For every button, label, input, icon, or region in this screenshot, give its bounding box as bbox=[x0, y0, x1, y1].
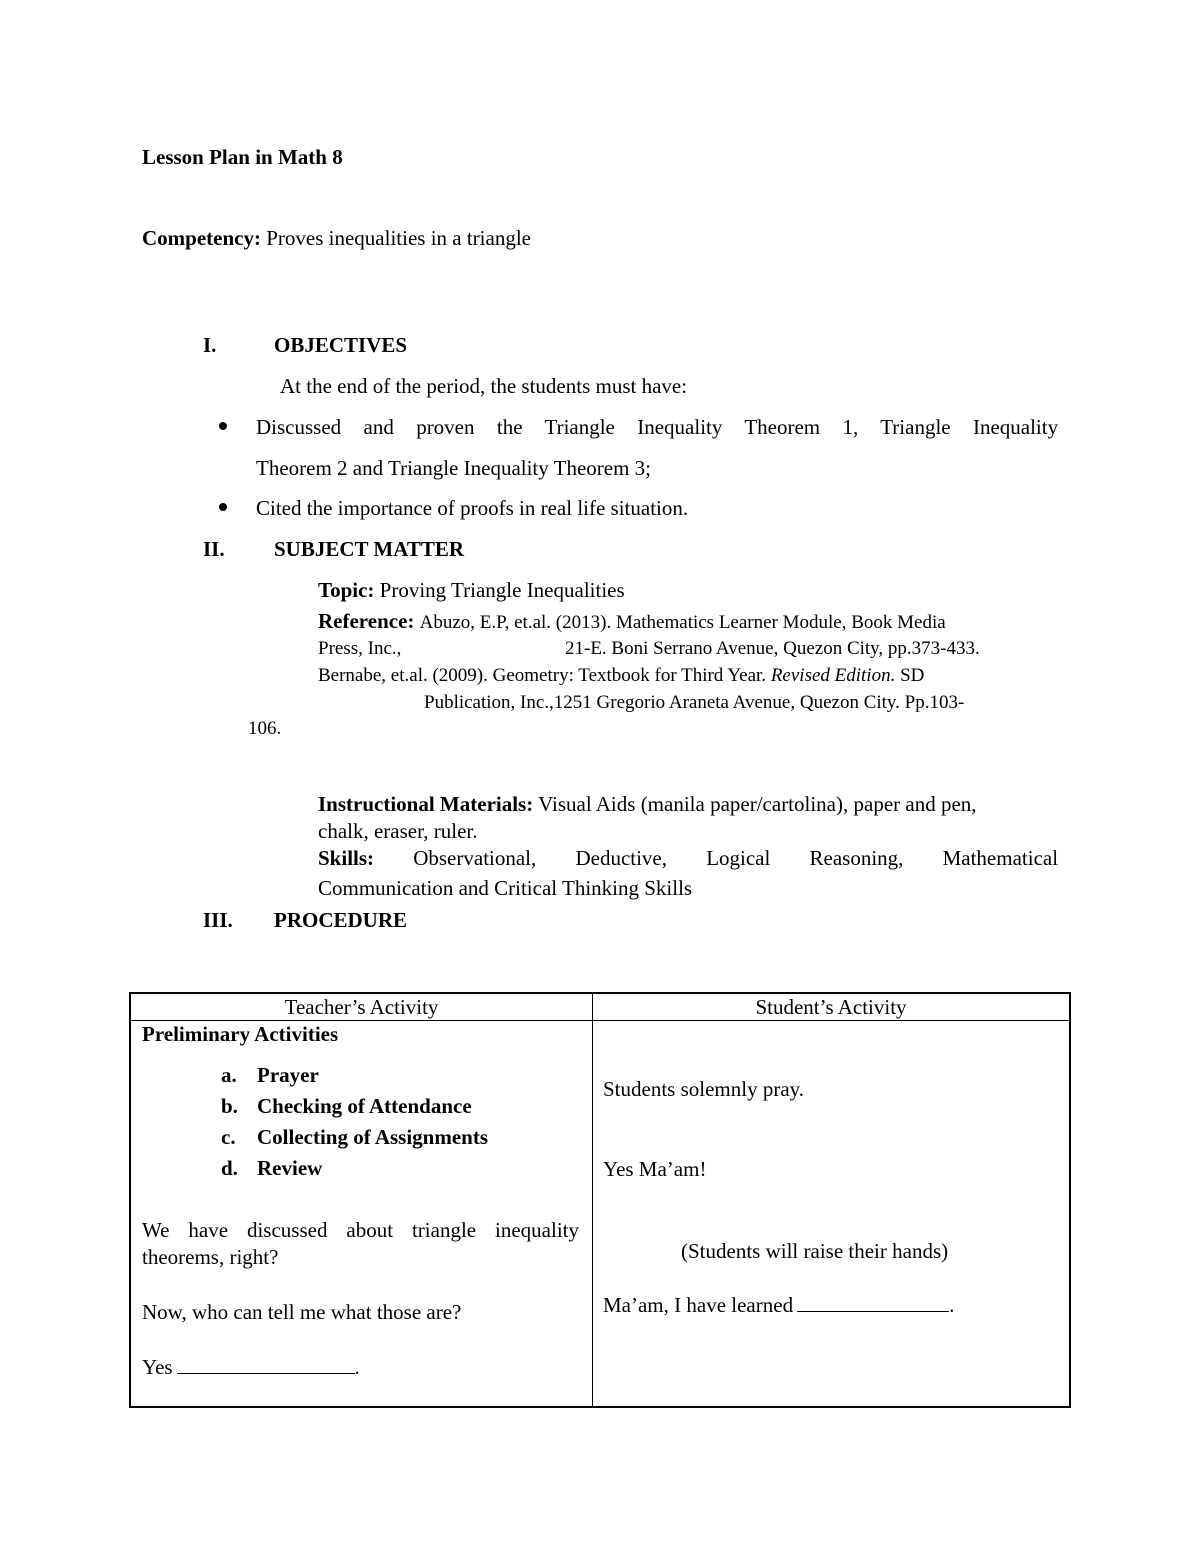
objectives-intro: At the end of the period, the students must have: bbox=[280, 374, 688, 398]
objective-1-line-1: Discussed and proven the Triangle Inequality Theorem 1, Triangle Inequality bbox=[256, 415, 1059, 439]
topic-text: Proving Triangle Inequalities bbox=[379, 578, 625, 602]
item-marker: a. bbox=[221, 1063, 237, 1087]
skills-label: Skills: bbox=[318, 846, 375, 870]
teacher-line-2: theorems, right? bbox=[142, 1245, 279, 1269]
reference-line-1: Reference: Abuzo, E.P, et.al. (2013). Mathematics Learner Module, Book Media bbox=[318, 609, 946, 633]
student-cell bbox=[593, 1021, 1071, 1408]
reference-line-3: Bernabe, et.al. (2009). Geometry: Textbook for Third Year. Revised Edition. SD bbox=[318, 665, 925, 686]
teacher-line-1: We have discussed about triangle inequality bbox=[142, 1218, 580, 1242]
section-heading-procedure: PROCEDURE bbox=[274, 908, 408, 932]
materials-line-2: chalk, eraser, ruler. bbox=[318, 819, 478, 843]
reference-line-5: 106. bbox=[248, 718, 282, 739]
answer-blank bbox=[797, 1310, 949, 1312]
student-response-1: Students solemnly pray. bbox=[603, 1077, 805, 1101]
reference-line-4: Publication, Inc.,1251 Gregorio Araneta Avenue, Quezon City. Pp.103- bbox=[424, 692, 965, 713]
section-numeral-objectives: I. bbox=[203, 333, 217, 357]
competency-label: Competency: bbox=[142, 226, 261, 250]
competency-line bbox=[142, 226, 531, 251]
item-marker: d. bbox=[221, 1156, 238, 1180]
section-numeral-procedure: III. bbox=[203, 908, 233, 932]
section-numeral-subject-matter: II. bbox=[203, 537, 225, 561]
column-header-student: Student’s Activity bbox=[593, 993, 1071, 1021]
procedure-table bbox=[129, 992, 1071, 1408]
reference-line-2b: 21-E. Boni Serrano Avenue, Quezon City, pp.373-433. bbox=[565, 638, 980, 659]
reference-label: Reference: bbox=[318, 609, 415, 633]
topic-label: Topic: bbox=[318, 578, 375, 602]
objective-2: Cited the importance of proofs in real life situation. bbox=[256, 496, 689, 520]
objective-1-line-2: Theorem 2 and Triangle Inequality Theorem 3; bbox=[256, 456, 652, 480]
materials-label: Instructional Materials: bbox=[318, 792, 534, 816]
reference-line-2a: Press, Inc., bbox=[318, 638, 402, 659]
section-heading-objectives: OBJECTIVES bbox=[274, 333, 408, 357]
student-response-4: Ma’am, I have learned . bbox=[603, 1293, 955, 1317]
skills-line-1: Skills: Observational, Deductive, Logical Reasoning, Mathematical bbox=[318, 846, 1059, 870]
teacher-line-4: Yes . bbox=[142, 1355, 360, 1379]
competency-text: Proves inequalities in a triangle bbox=[266, 226, 531, 250]
item-assignments: Collecting of Assignments bbox=[257, 1125, 488, 1149]
bullet-icon bbox=[219, 422, 227, 430]
table-header-row bbox=[130, 993, 1070, 1021]
answer-blank bbox=[177, 1372, 355, 1374]
document-title: Lesson Plan in Math 8 bbox=[142, 145, 343, 169]
item-prayer: Prayer bbox=[257, 1063, 319, 1087]
student-response-3: (Students will raise their hands) bbox=[681, 1239, 949, 1263]
student-response-2: Yes Ma’am! bbox=[603, 1157, 707, 1181]
item-review: Review bbox=[257, 1156, 323, 1180]
teacher-cell bbox=[130, 1021, 593, 1408]
column-header-teacher: Teacher’s Activity bbox=[130, 993, 593, 1021]
section-heading-subject-matter: SUBJECT MATTER bbox=[274, 537, 465, 561]
skills-line-2: Communication and Critical Thinking Skills bbox=[318, 876, 693, 900]
item-marker: c. bbox=[221, 1125, 236, 1149]
teacher-line-3: Now, who can tell me what those are? bbox=[142, 1300, 462, 1324]
table-row bbox=[130, 1021, 1070, 1408]
item-attendance: Checking of Attendance bbox=[257, 1094, 472, 1118]
materials-line-1: Instructional Materials: Visual Aids (manila paper/cartolina), paper and pen, bbox=[318, 792, 977, 816]
bullet-icon bbox=[219, 503, 227, 511]
topic-line bbox=[318, 578, 625, 603]
preliminary-heading: Preliminary Activities bbox=[142, 1022, 339, 1046]
item-marker: b. bbox=[221, 1094, 238, 1118]
